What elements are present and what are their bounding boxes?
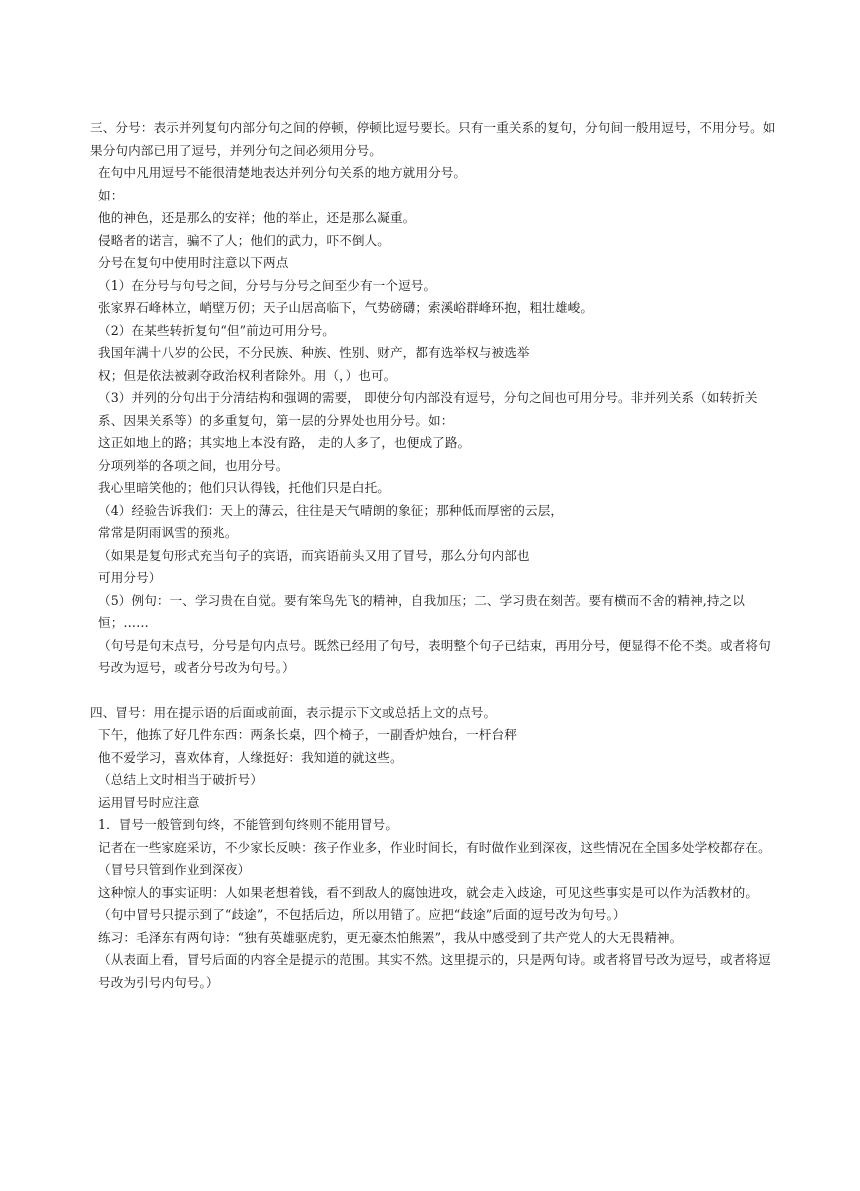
section-semicolon: [90, 117, 780, 680]
rule-item: （1）在分号与句号之间，分号与分号之间至少有一个逗号。: [98, 277, 437, 293]
example-sentence: 他不爱学习，喜欢体育，人缘挺好：我知道的就这些。: [98, 749, 403, 765]
rule-item: （4）经验告诉我们：天上的薄云，往往是天气晴朗的象征；那种低而厚密的云层，: [98, 502, 564, 518]
paragraph: 运用冒号时应注意: [98, 794, 200, 810]
note: （冒号只管到作业到深夜）: [98, 862, 251, 877]
paragraph: 在句中凡用逗号不能很清楚地表达并列分句关系的地方就用分号。: [98, 165, 467, 180]
document-body: [90, 117, 780, 994]
paragraph: 如：: [98, 187, 124, 203]
section-colon: [90, 702, 780, 995]
note: （总结上文时相当于破折号）: [98, 772, 264, 787]
example-sentence: 常常是阴雨讽雪的预兆。: [98, 525, 238, 540]
example-sentence: 侵略者的诺言，骗不了人；他们的武力，吓不倒人。: [98, 232, 390, 248]
note: （句号是句末点号，分号是句内点号。既然已经用了句号，表明整个句子已结束，再用分号，便显得不伦不类。或者将句号改为逗号，或者分号改为句号。）: [98, 637, 771, 675]
example-sentence: 这种惊人的事实证明：人如果老想着钱，看不到敌人的腐蚀进攻，就会走入歧途，可见这些事实是可以作为活教材的。: [98, 884, 759, 900]
rule-item: 1．冒号一般管到句终，不能管到句终则不能用冒号。: [98, 817, 399, 832]
rule-item: （2）在某些转折复句“但”前边可用分号。: [98, 322, 335, 338]
note: （句中冒号只提示到了“歧途”，不包括后边，所以用错了。应把“歧途”后面的逗号改为句号。）: [98, 907, 626, 922]
rule-item: （3）并列的分句出于分清结构和强调的需要， 即使分句内部没有逗号，分句之间也可用分号。非并列关系（如转折关系、因果关系等）的多重复句，第一层的分界处也用分号。如：: [98, 390, 758, 428]
section-heading-colon: 四、冒号：用在提示语的后面或前面，表示提示下文或总括上文的点号。: [90, 704, 497, 720]
example-sentence: 他的神色，还是那么的安祥；他的举止，还是那么凝重。: [98, 210, 416, 225]
example-sentence: 我心里暗笑他的；他们只认得钱，托他们只是白托。: [98, 480, 390, 495]
example-sentence: 张家界石峰林立，峭壁万仞；天子山居高临下，气势磅礴；索溪峪群峰环抱，粗壮雄峻。: [98, 300, 594, 315]
example-sentence: 这正如地上的路；其实地上本没有路， 走的人多了，也便成了路。: [98, 435, 471, 450]
example-sentence: 记者在一些家庭采访，不少家长反映：孩子作业多，作业时间长，有时做作业到深夜，这些情况在全国多处学校都存在。: [98, 839, 771, 855]
note: 可用分号）: [98, 570, 162, 585]
section-spacer: [90, 680, 780, 702]
example-sentence: 权；但是依法被剥夺政治权利者除外。用（，）也可。: [98, 367, 397, 383]
section-heading-semicolon: 三、分号：表示并列复句内部分句之间的停顿，停顿比逗号要长。只有一重关系的复句，分句间一般用逗号，不用分号。如果分句内部已用了逗号，并列分句之间必须用分号。: [90, 120, 776, 158]
paragraph: 分项列举的各项之间，也用分号。: [98, 457, 289, 473]
note: （如果是复句形式充当句子的宾语，而宾语前头又用了冒号，那么分句内部也: [98, 547, 530, 563]
paragraph: 分号在复句中使用时注意以下两点: [98, 255, 289, 270]
example-sentence: 我国年满十八岁的公民，不分民族、种族、性别、财产，都有选举权与被选举: [98, 345, 530, 360]
exercise: 练习：毛泽东有两句诗：“独有英雄驱虎豹，更无豪杰怕熊罴”，我从中感受到了共产党人的大无畏精神。: [98, 929, 683, 945]
note: （从表面上看，冒号后面的内容全是提示的范围。其实不然。这里提示的，只是两句诗。或者将冒号改为逗号，或者将逗号改为引号内句号。）: [98, 952, 771, 990]
example-sentence: 下午，他拣了好几件东西：两条长桌，四个椅子，一副香炉烛台，一杆台秤: [98, 727, 517, 742]
rule-item: （5）例句：一、学习贵在自觉。要有笨鸟先飞的精神，自我加压；二、学习贵在刻苦。要有横而不舍的精神,持之以恒；……: [98, 592, 745, 630]
